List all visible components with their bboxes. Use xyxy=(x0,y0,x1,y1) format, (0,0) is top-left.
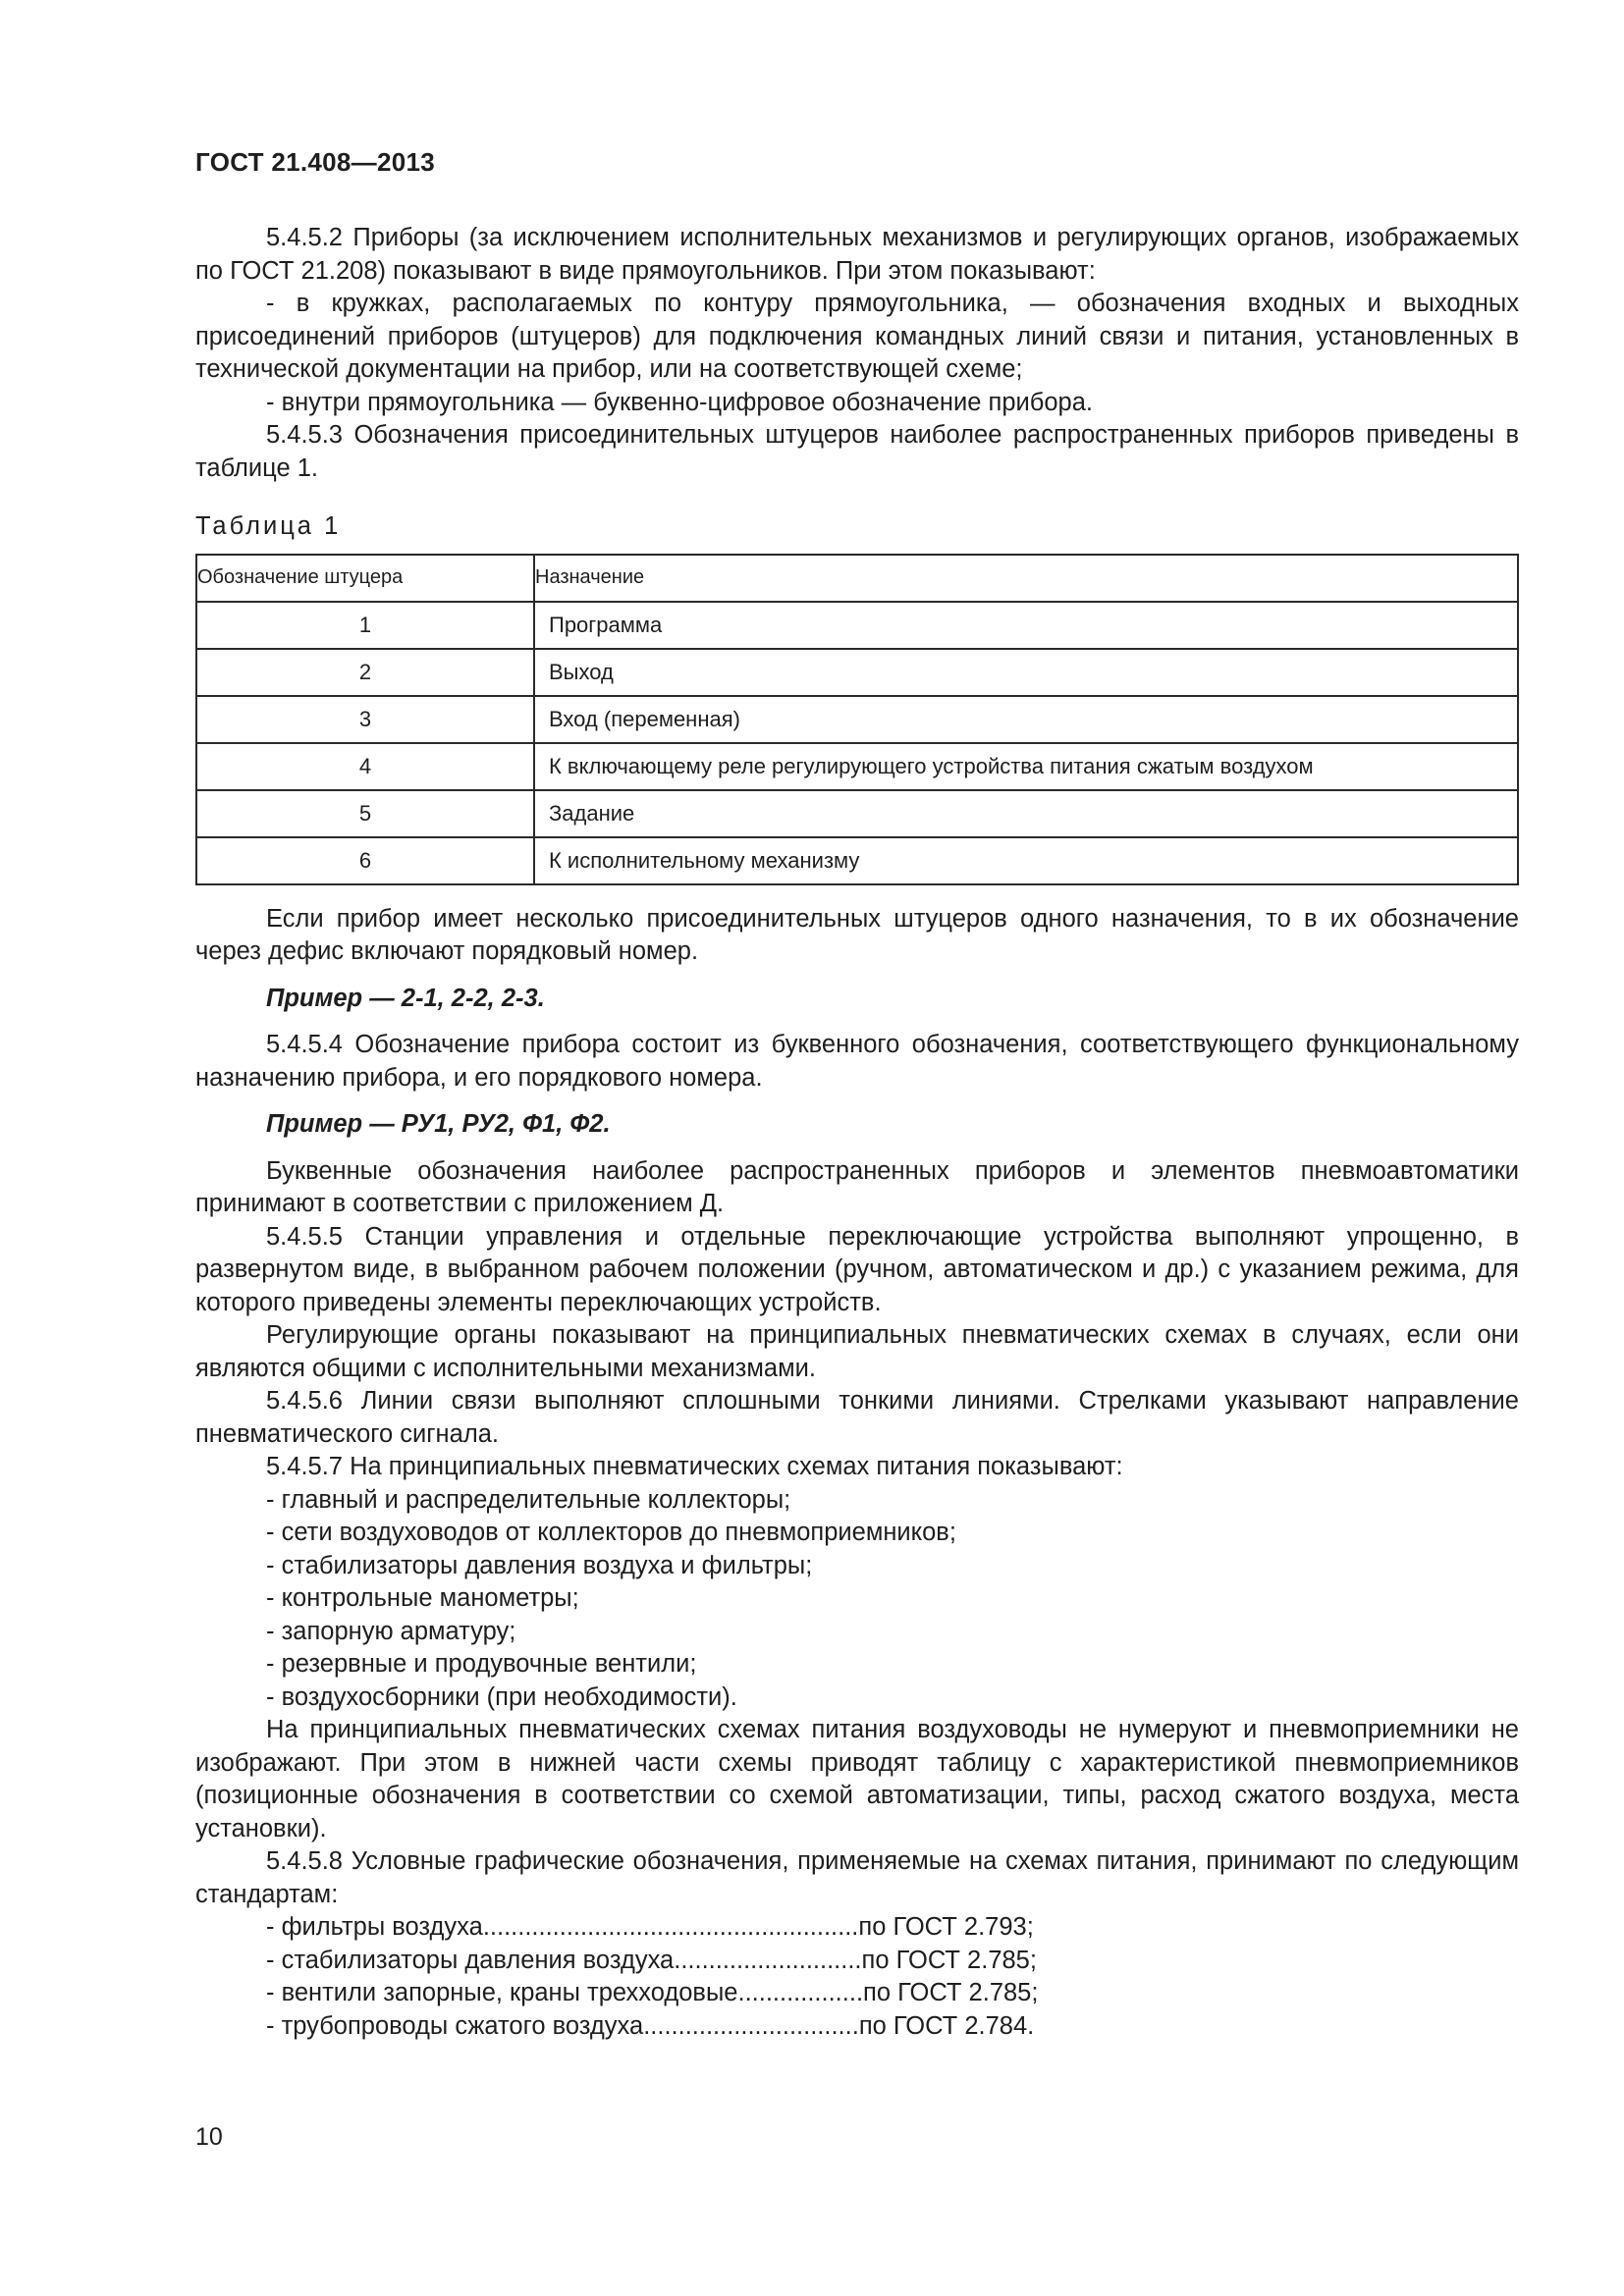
bullet-5452-1: - в кружках, располагаемых по контуру прямоугольника, — обозначения входных и выходных присоединений приборов (штуцеров) для подключения командных линий связи и питания, установленных в технической документации на прибор, или на соответствующей схеме; xyxy=(195,290,1519,383)
list-item: - резервные и продувочные вентили; xyxy=(266,1650,697,1678)
table-header-cell: Обозначение штуцера xyxy=(196,555,534,602)
paragraph-5457: 5.4.5.7 На принципиальных пневматических схемах питания показывают: xyxy=(266,1453,1123,1480)
page-number: 10 xyxy=(195,2123,223,2151)
list-item: - воздухосборники (при необходимости). xyxy=(266,1682,737,1711)
table-row xyxy=(196,602,1518,649)
standard-item-label: - вентили запорные, краны трехходовые xyxy=(266,1979,738,2006)
example-1: Пример — 2-1, 2-2, 2-3. xyxy=(266,984,545,1012)
table-cell-number: 1 xyxy=(196,602,534,649)
table-cell-number: 2 xyxy=(196,649,534,696)
standard-item-reference: по ГОСТ 2.793; xyxy=(858,1913,1034,1941)
leader-dots: ........................... xyxy=(674,1946,862,1974)
paragraph-5454: 5.4.5.4 Обозначение прибора состоит из буквенного обозначения, соответствующего функциональному назначению прибора, и его порядкового номера. xyxy=(195,1031,1519,1092)
table-cell-purpose: Выход xyxy=(534,649,1518,696)
paragraph-5454-2: Буквенные обозначения наиболее распространенных приборов и элементов пневмоавтоматики принимают в соответствии с приложением Д. xyxy=(195,1156,1519,1217)
paragraph-5456: 5.4.5.6 Линии связи выполняют сплошными тонкими линиями. Стрелками указывают направление пневматического сигнала. xyxy=(195,1387,1519,1448)
standard-item-reference: по ГОСТ 2.785; xyxy=(861,1946,1037,1974)
standard-list-item xyxy=(195,1977,1519,2010)
standard-list-item xyxy=(195,1911,1519,1945)
table-row xyxy=(196,649,1518,696)
example-2: Пример — РУ1, РУ2, Ф1, Ф2. xyxy=(266,1110,611,1138)
paragraph-5452: 5.4.5.2 Приборы (за исключением исполнительных механизмов и регулирующих органов, изображаемых по ГОСТ 21.208) показывают в виде прямоугольников. При этом показывают: xyxy=(195,224,1519,285)
leader-dots: ............................... xyxy=(643,2011,859,2040)
table-cell-purpose: Вход (переменная) xyxy=(534,696,1518,743)
list-item: - главный и распределительные коллекторы; xyxy=(266,1485,791,1514)
leader-dots: .................. xyxy=(737,1979,864,2006)
list-item: - сети воздуховодов от коллекторов до пневмоприемников; xyxy=(266,1519,956,1546)
list-item: - контрольные манометры; xyxy=(266,1584,579,1612)
table-cell-number: 3 xyxy=(196,696,534,743)
connector-table xyxy=(195,554,1519,885)
table-caption: Таблица 1 xyxy=(195,512,342,540)
leader-dots: ...................................................... xyxy=(482,1913,859,1941)
table-header-cell: Назначение xyxy=(534,555,1518,602)
standard-item-label: - фильтры воздуха xyxy=(266,1913,483,1941)
standard-item-label: - стабилизаторы давления воздуха xyxy=(266,1946,675,1974)
bullet-5452-2: - внутри прямоугольника — буквенно-цифровое обозначение прибора. xyxy=(266,388,1093,416)
list-item: - запорную арматуру; xyxy=(266,1617,516,1645)
standard-item-label: - трубопроводы сжатого воздуха xyxy=(266,2011,644,2040)
paragraph-after-table: Если прибор имеет несколько присоединительных штуцеров одного назначения, то в их обозначение через дефис включают порядковый номер. xyxy=(195,904,1519,965)
document-header: ГОСТ 21.408—2013 xyxy=(195,147,436,177)
table-cell-number: 5 xyxy=(196,790,534,837)
paragraph-5457-2: На принципиальных пневматических схемах питания воздуховоды не нумеруют и пневмоприемники не изображают. При этом в нижней части схемы приводят таблицу с характеристикой пневмоприемников (позиционные обозначения в соответствии со схемой автоматизации, типы, расход сжатого воздуха, места установки). xyxy=(195,1716,1519,1842)
table-cell-number: 6 xyxy=(196,837,534,884)
paragraph-5453: 5.4.5.3 Обозначения присоединительных штуцеров наиболее распространенных приборов приведены в таблице 1. xyxy=(195,421,1519,482)
standard-list-item xyxy=(195,1945,1519,1978)
standard-item-reference: по ГОСТ 2.784. xyxy=(858,2011,1035,2040)
table-cell-purpose: Программа xyxy=(534,602,1518,649)
paragraph-5458: 5.4.5.8 Условные графические обозначения, применяемые на схемах питания, принимают по следующим стандартам: xyxy=(195,1847,1519,1908)
table-header-row xyxy=(196,555,1518,602)
table-cell-purpose: К исполнительному механизму xyxy=(534,837,1518,884)
document-body xyxy=(195,222,1519,2043)
table-cell-purpose: Задание xyxy=(534,790,1518,837)
table-cell-purpose: К включающему реле регулирующего устройства питания сжатым воздухом xyxy=(534,743,1518,790)
table-row xyxy=(196,743,1518,790)
list-item: - стабилизаторы давления воздуха и фильтры; xyxy=(266,1551,813,1579)
paragraph-5455-2: Регулирующие органы показывают на принципиальных пневматических схемах в случаях, если они являются общими с исполнительными механизмами. xyxy=(195,1321,1519,1382)
standard-item-reference: по ГОСТ 2.785; xyxy=(863,1979,1039,2006)
standard-list-item xyxy=(195,2010,1519,2044)
table-row xyxy=(196,696,1518,743)
table-row xyxy=(196,790,1518,837)
paragraph-5455: 5.4.5.5 Станции управления и отдельные переключающие устройства выполняют упрощенно, в развернутом виде, в выбранном рабочем положении (ручном, автоматическом и др.) с указанием режима, для которого приведены элементы переключающих устройств. xyxy=(195,1222,1519,1316)
table-cell-number: 4 xyxy=(196,743,534,790)
table-row xyxy=(196,837,1518,884)
